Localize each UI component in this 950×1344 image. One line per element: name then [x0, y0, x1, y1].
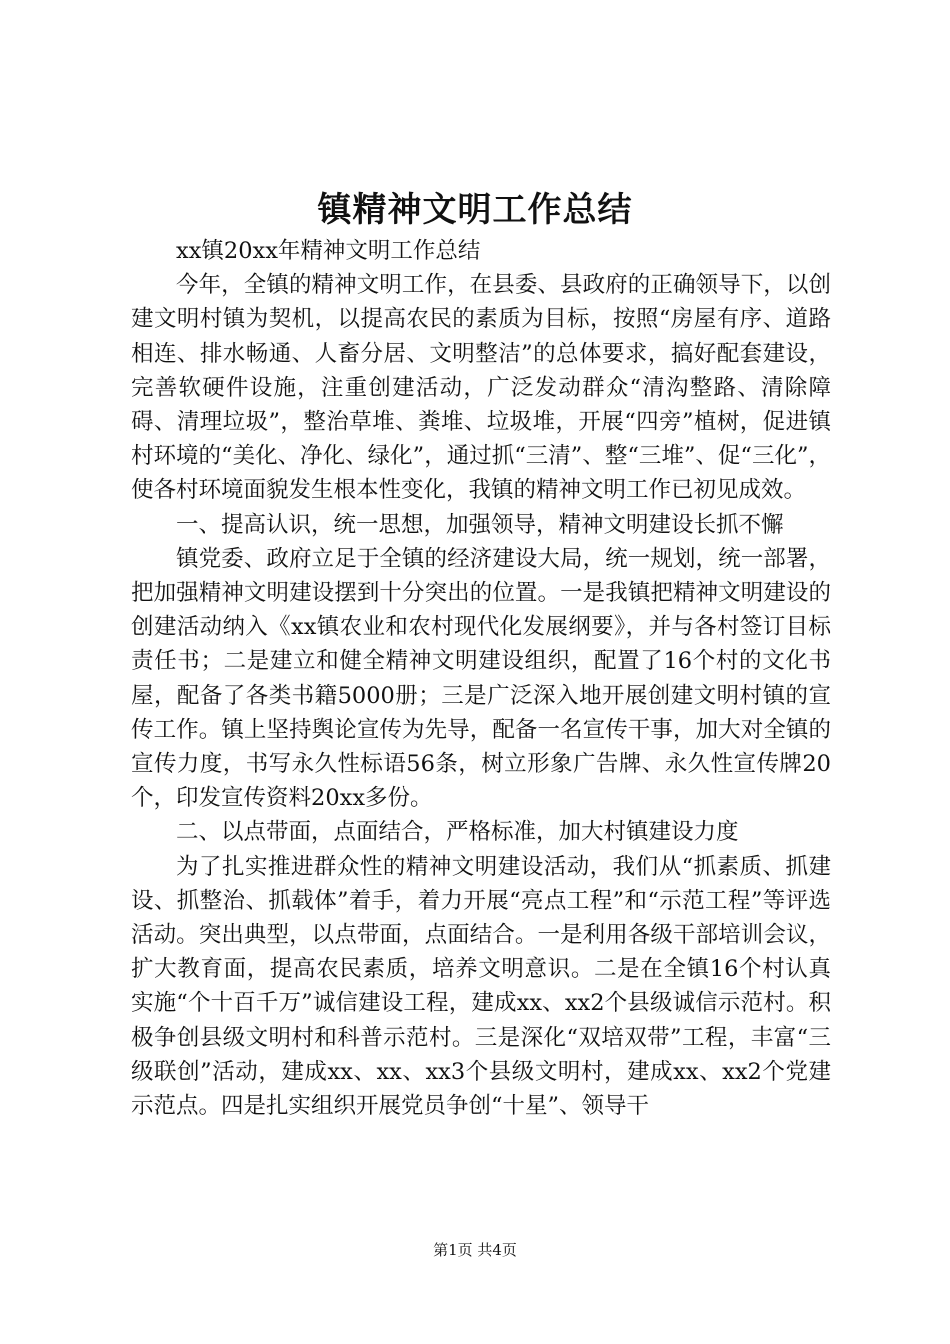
- document-title: 镇精神文明工作总结: [317, 190, 633, 230]
- intro-paragraph: 今年，全镇的精神文明工作，在县委、县政府的正确领导下，以创建文明村镇为契机，以提高农民的素质为目标，按照“房屋有序、道路相连、排水畅通、人畜分居、文明整洁”的总体要求，搞好配套建设，完善软硬件设施，注重创建活动，广泛发动群众“清沟整路、清除障碍、清理垃圾”，整治草堆、粪堆、垃圾堆，开展“四旁”植树，促进镇村环境的“美化、净化、绿化”，通过抓“三清”、整“三堆”、促“三化”，使各村环境面貌发生根本性变化，我镇的精神文明工作已初见成效。: [131, 272, 831, 504]
- section-2-paragraph: 为了扎实推进群众性的精神文明建设活动，我们从“抓素质、抓建设、抓整治、抓载体”着手，着力开展“亮点工程”和“示范工程”等评选活动。突出典型，以点带面，点面结合。一是利用各级干部培训会议，扩大教育面，提高农民素质，培养文明意识。二是在全镇16个村认真实施“个十百千万”诚信建设工程，建成xx、xx2个县级诚信示范村。积极争创县级文明村和科普示范村。三是深化“双培双带”工程，丰富“三级联创”活动，建成xx、xx、xx3个县级文明村，建成xx、xx2个党建示范点。四是扎实组织开展党员争创“十星”、领导干: [131, 853, 831, 1120]
- subtitle-paragraph: xx镇20xx年精神文明工作总结: [176, 238, 481, 264]
- document-body: [131, 234, 831, 1123]
- page-footer: 第1页 共4页: [433, 1241, 517, 1259]
- section-heading-2: 二、以点带面，点面结合，严格标准，加大村镇建设力度: [176, 819, 739, 846]
- section-heading-1: 一、提高认识，统一思想，加强领导，精神文明建设长抓不懈: [176, 511, 784, 538]
- section-1-paragraph: 镇党委、政府立足于全镇的经济建设大局，统一规划，统一部署，把加强精神文明建设摆到十分突出的位置。一是我镇把精神文明建设的创建活动纳入《xx镇农业和农村现代化发展纲要》，并与各村签订目标责任书；二是建立和健全精神文明建设组织，配置了16个村的文化书屋，配备了各类书籍5000册；三是广泛深入地开展创建文明村镇的宣传工作。镇上坚持舆论宣传为先导，配备一名宣传干事，加大对全镇的宣传力度，书写永久性标语56条，树立形象广告牌、永久性宣传牌20个，印发宣传资料20xx多份。: [131, 545, 831, 812]
